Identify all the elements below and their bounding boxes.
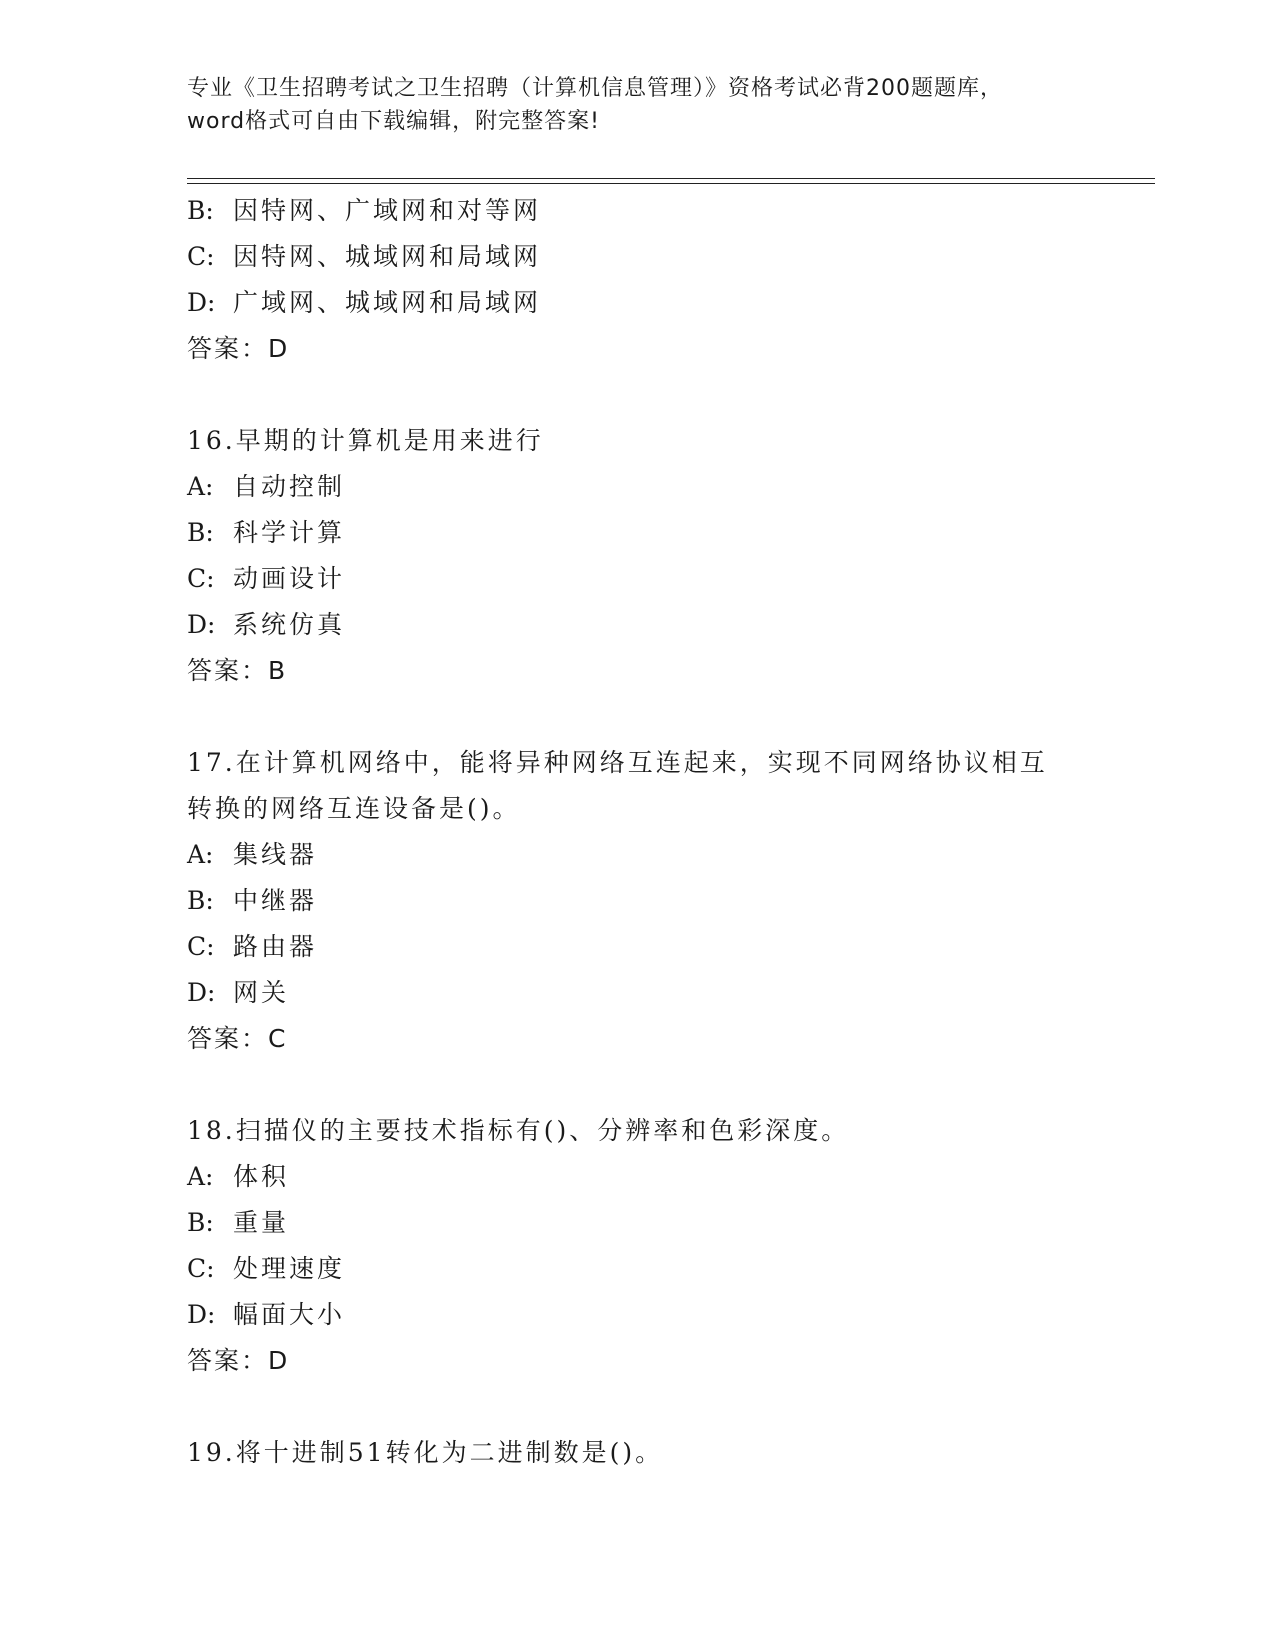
option-text: 体积 [233,1162,290,1191]
option-text: 网关 [233,978,290,1007]
spacer [187,1384,1087,1430]
option-label: C: [187,1254,215,1283]
option-label: A: [187,1162,214,1191]
question-text-line2: 转换的网络互连设备是()。 [187,794,521,823]
option-b [187,1200,1087,1246]
option-label: B: [187,196,214,225]
header-title-line2: word格式可自由下载编辑，附完整答案! [187,109,600,134]
option-text: 自动控制 [233,472,346,501]
option-b [187,188,1087,234]
spacer [187,694,1087,740]
question-text-line1: 17.在计算机网络中，能将异种网络互连起来，实现不同网络协议相互 [187,748,1048,777]
question-19 [187,1430,1087,1476]
option-c [187,1246,1087,1292]
option-label: D: [187,610,216,639]
option-text: 因特网、城域网和局域网 [233,242,542,271]
option-text: 广域网、城域网和局域网 [233,288,542,317]
question-text: 19.将十进制51转化为二进制数是()。 [187,1438,664,1467]
option-a [187,832,1087,878]
option-c [187,924,1087,970]
header-divider-top [187,178,1155,179]
header-title-line1: 专业《卫生招聘考试之卫生招聘（计算机信息管理）》资格考试必背200题题库， [187,76,1003,101]
answer-line: 答案：B [187,656,288,685]
question-16 [187,418,1087,694]
option-text: 系统仿真 [233,610,346,639]
question-text: 16.早期的计算机是用来进行 [187,426,544,455]
option-label: D: [187,1300,216,1329]
question-list [187,188,1087,1476]
option-label: C: [187,242,215,271]
document-header [187,72,1087,138]
option-text: 中继器 [233,886,318,915]
option-text: 因特网、广域网和对等网 [233,196,542,225]
option-a [187,464,1087,510]
option-text: 集线器 [233,840,318,869]
header-divider-bottom [187,183,1155,184]
option-text: 幅面大小 [233,1300,346,1329]
option-text: 重量 [233,1208,290,1237]
option-label: A: [187,472,214,501]
option-d [187,970,1087,1016]
question-18 [187,1108,1087,1384]
option-d [187,1292,1087,1338]
option-d [187,602,1087,648]
spacer [187,1062,1087,1108]
option-label: C: [187,932,215,961]
question-15-tail [187,188,1087,372]
answer-line: 答案：D [187,334,290,363]
option-c [187,556,1087,602]
option-d [187,280,1087,326]
option-label: D: [187,288,216,317]
option-b [187,510,1087,556]
option-text: 处理速度 [233,1254,346,1283]
option-label: D: [187,978,216,1007]
option-text: 动画设计 [233,564,346,593]
answer-line: 答案：D [187,1346,290,1375]
question-17 [187,740,1087,1062]
option-text: 路由器 [233,932,318,961]
option-label: B: [187,1208,214,1237]
answer-line: 答案：C [187,1024,288,1053]
question-text: 18.扫描仪的主要技术指标有()、分辨率和色彩深度。 [187,1116,850,1145]
option-text: 科学计算 [233,518,346,547]
option-b [187,878,1087,924]
option-label: C: [187,564,215,593]
option-a [187,1154,1087,1200]
option-c [187,234,1087,280]
spacer [187,372,1087,418]
option-label: B: [187,518,214,547]
option-label: A: [187,840,214,869]
option-label: B: [187,886,214,915]
